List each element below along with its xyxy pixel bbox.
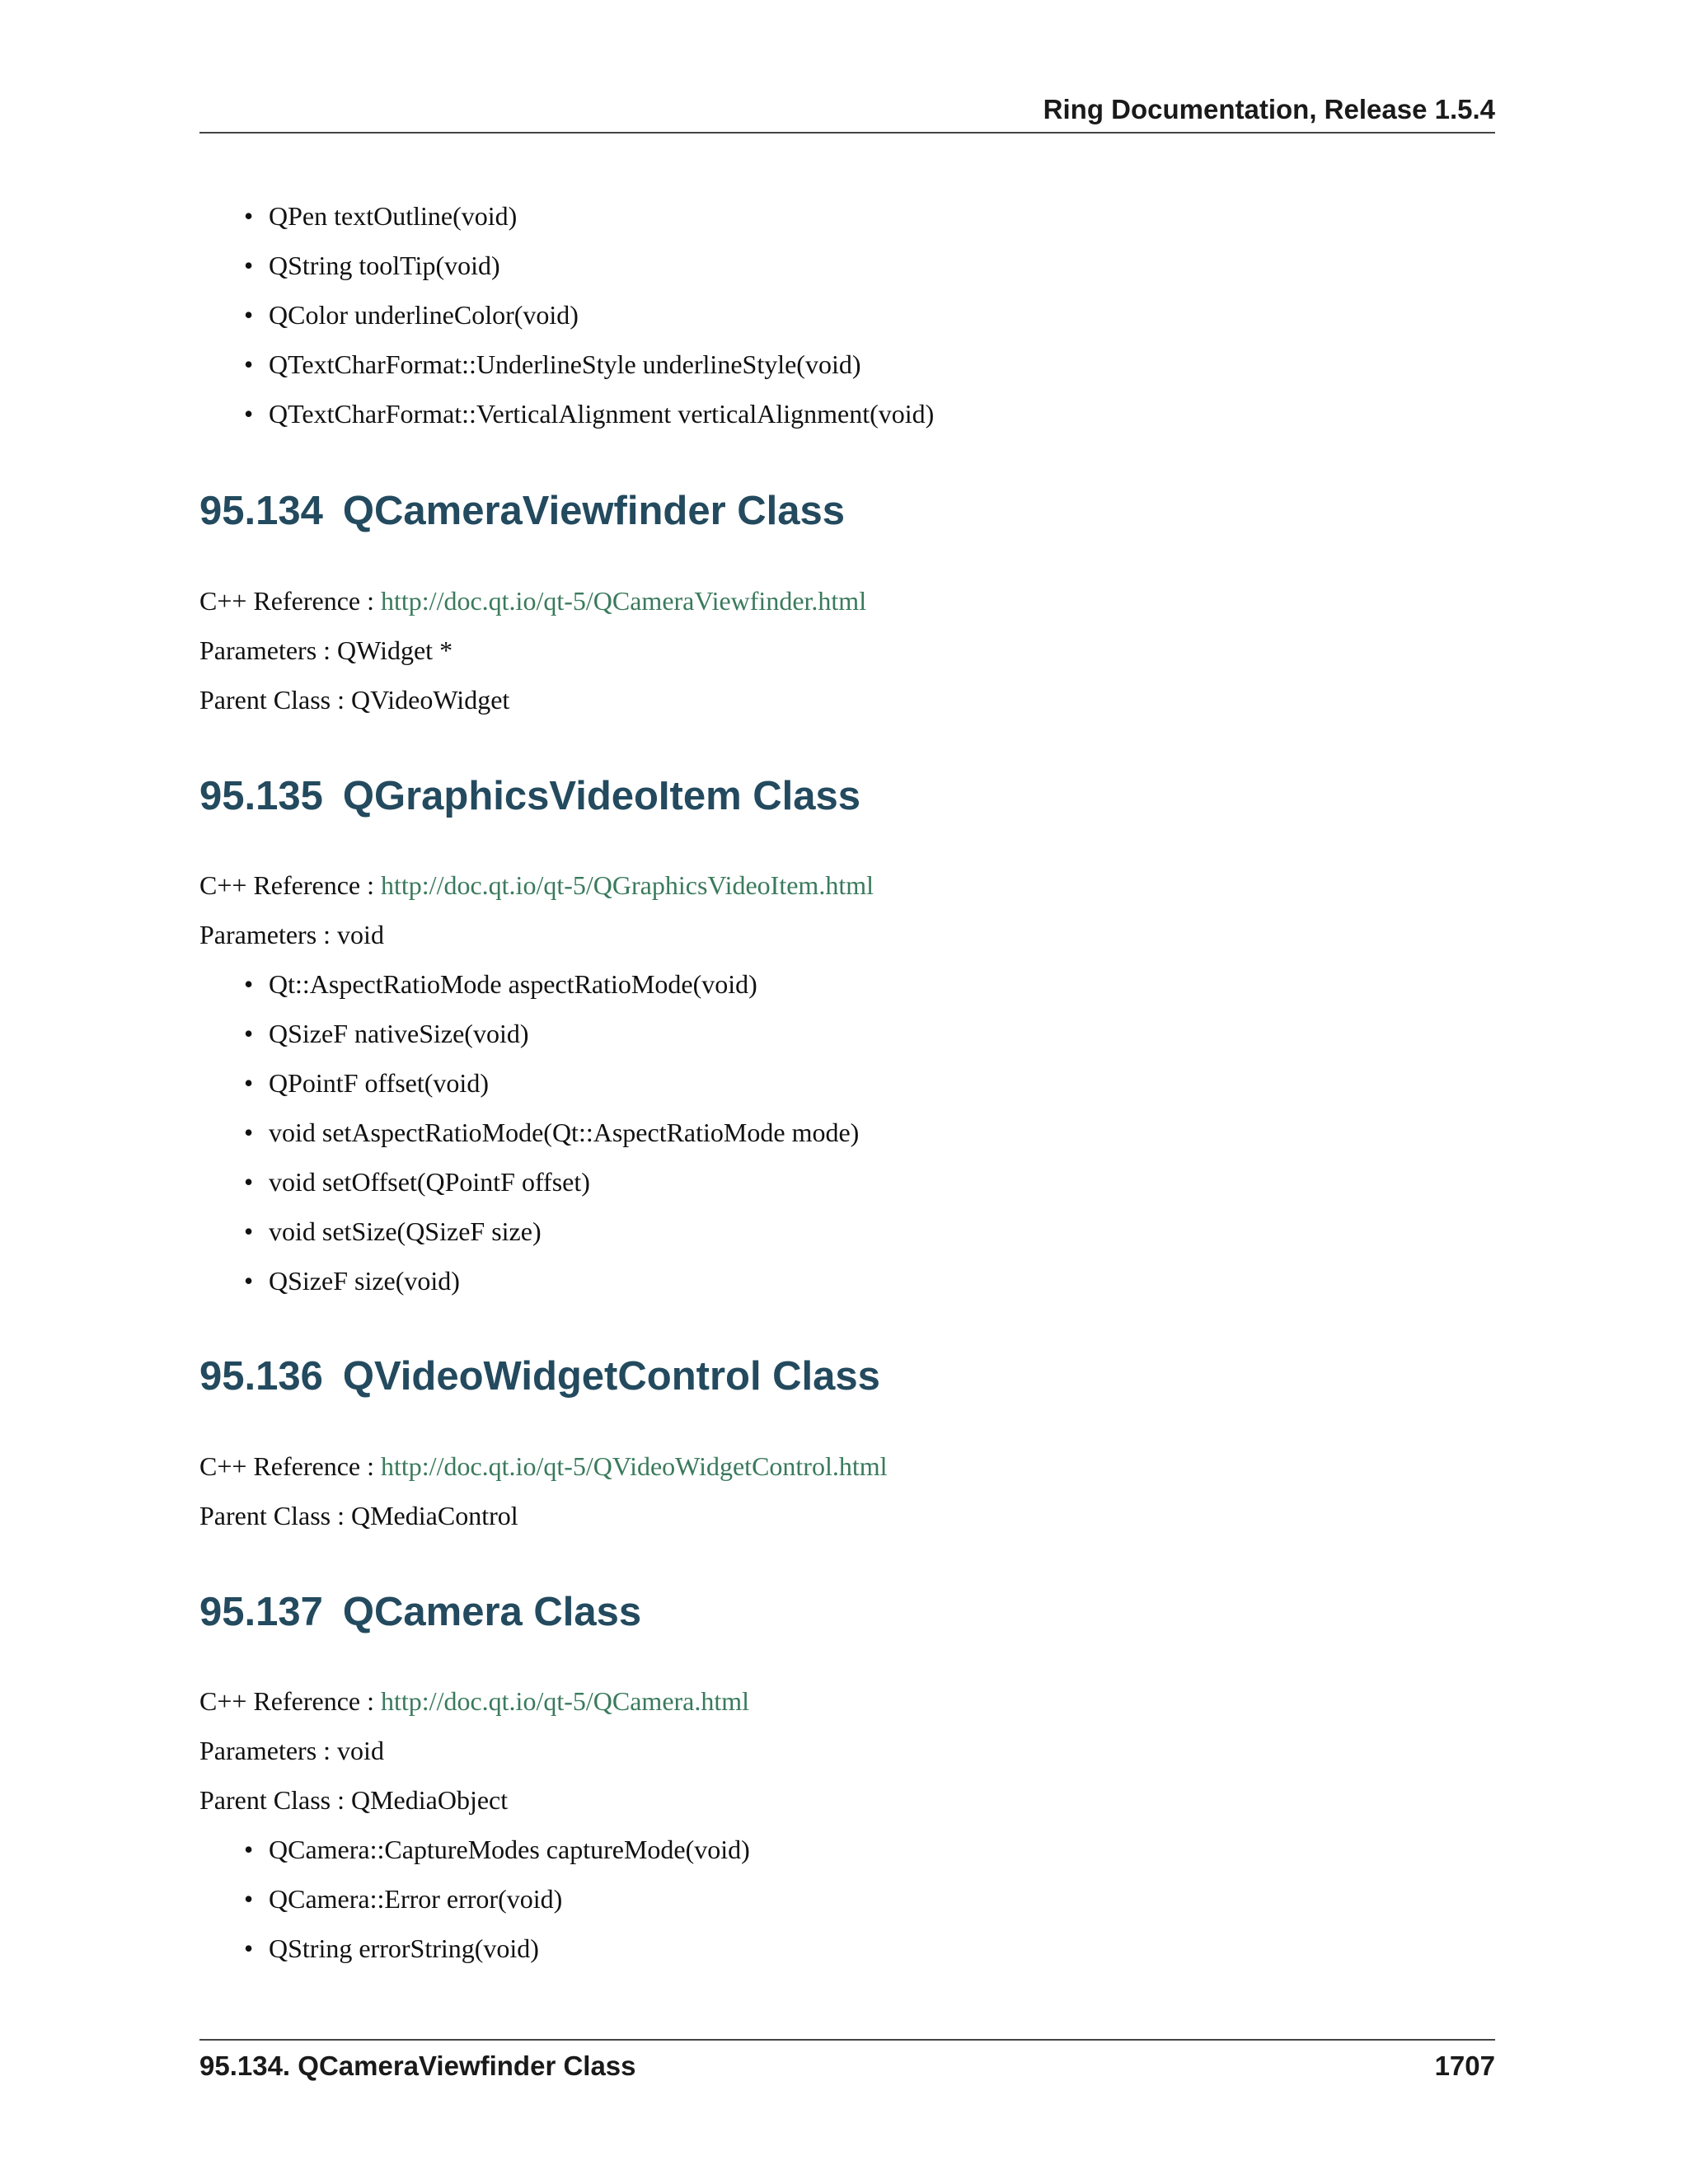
method-list — [244, 1825, 750, 1973]
section-title: QCameraViewfinder Class — [342, 489, 846, 533]
method-list-continued — [244, 191, 934, 438]
header-title: Ring Documentation, Release 1.5.4 — [1043, 94, 1495, 124]
reference-link[interactable]: http://doc.qt.io/qt-5/QGraphicsVideoItem.html — [381, 870, 874, 900]
reference-link[interactable]: http://doc.qt.io/qt-5/QCameraViewfinder.html — [381, 586, 867, 616]
footer-section-title: 95.134. QCameraViewfinder Class — [199, 2050, 636, 2081]
method-list — [244, 959, 859, 1305]
cpp-reference — [199, 860, 874, 910]
section-number: 95.134 — [199, 489, 323, 533]
list-item: • Qt::AspectRatioMode aspectRatioMode(void) — [244, 959, 859, 1009]
parameters: Parameters : QWidget * — [199, 635, 453, 665]
parameters: Parameters : void — [199, 920, 384, 949]
section-heading-qcameraviewfinder — [199, 488, 845, 534]
parent-class: Parent Class : QMediaControl — [199, 1501, 518, 1530]
section-number: 95.137 — [199, 1590, 323, 1634]
section-heading-qgraphicsvideoitem — [199, 773, 860, 819]
list-item: • QSizeF size(void) — [244, 1256, 859, 1305]
cpp-reference — [199, 576, 866, 626]
section-title: QVideoWidgetControl Class — [342, 1354, 880, 1399]
list-item: • QTextCharFormat::VerticalAlignment verticalAlignment(void) — [244, 389, 934, 438]
list-item: • QColor underlineColor(void) — [244, 290, 934, 340]
section-heading-qcamera — [199, 1589, 641, 1635]
section-title: QCamera Class — [342, 1590, 642, 1634]
reference-label: C++ Reference : — [199, 870, 381, 900]
cpp-reference — [199, 1441, 888, 1491]
reference-label: C++ Reference : — [199, 1451, 381, 1481]
section-number: 95.136 — [199, 1354, 323, 1399]
list-item: • QTextCharFormat::UnderlineStyle underlineStyle(void) — [244, 340, 934, 389]
page-header — [199, 91, 1495, 134]
list-item: • void setSize(QSizeF size) — [244, 1207, 859, 1256]
reference-label: C++ Reference : — [199, 1686, 381, 1716]
list-item: • QPen textOutline(void) — [244, 191, 934, 241]
list-item: • QCamera::Error error(void) — [244, 1874, 750, 1924]
section-heading-qvideowidgetcontrol — [199, 1353, 880, 1399]
reference-label: C++ Reference : — [199, 586, 381, 616]
reference-link[interactable]: http://doc.qt.io/qt-5/QVideoWidgetControl.html — [381, 1451, 888, 1481]
list-item: • QPointF offset(void) — [244, 1058, 859, 1108]
list-item: • QCamera::CaptureModes captureMode(void) — [244, 1825, 750, 1874]
list-item: • void setOffset(QPointF offset) — [244, 1157, 859, 1207]
parent-class: Parent Class : QVideoWidget — [199, 685, 510, 715]
parameters: Parameters : void — [199, 1736, 384, 1765]
section-title: QGraphicsVideoItem Class — [342, 774, 861, 818]
list-item: • QString errorString(void) — [244, 1924, 750, 1973]
section-number: 95.135 — [199, 774, 323, 818]
reference-link[interactable]: http://doc.qt.io/qt-5/QCamera.html — [381, 1686, 750, 1716]
page-number: 1707 — [1434, 2050, 1495, 2081]
list-item: • void setAspectRatioMode(Qt::AspectRatioMode mode) — [244, 1108, 859, 1157]
list-item: • QString toolTip(void) — [244, 241, 934, 290]
cpp-reference — [199, 1676, 749, 1726]
page-footer — [199, 2039, 1495, 2090]
list-item: • QSizeF nativeSize(void) — [244, 1009, 859, 1058]
parent-class: Parent Class : QMediaObject — [199, 1785, 509, 1815]
